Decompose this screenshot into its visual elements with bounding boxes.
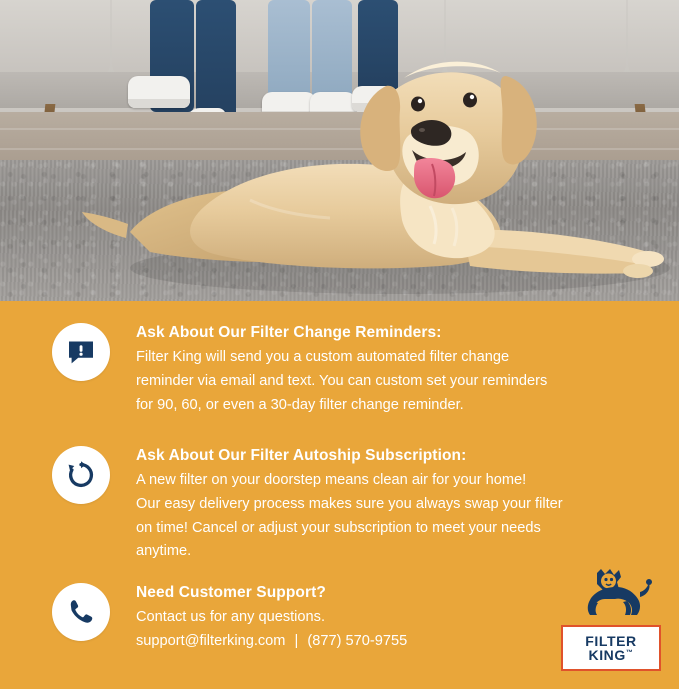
logo-wordmark-box xyxy=(561,625,661,671)
support-email-link[interactable]: support@filterking.com xyxy=(136,633,286,650)
block-text xyxy=(136,446,563,564)
info-panel xyxy=(0,301,679,689)
block-autoship-subscription xyxy=(52,446,572,564)
chat-alert-icon xyxy=(52,323,110,381)
refresh-cycle-icon xyxy=(52,446,110,504)
support-phone-link[interactable]: (877) 570-9755 xyxy=(307,633,408,650)
block-line: A new filter on your doorstep means clean air for your home! xyxy=(136,472,527,489)
block-line: on time! Cancel or adjust your subscription to meet your needs xyxy=(136,519,541,536)
block-filter-change-reminders xyxy=(52,323,572,417)
block-line: for 90, 60, or even a 30-day filter change reminder. xyxy=(136,396,464,413)
block-title: Ask About Our Filter Change Reminders: xyxy=(136,324,442,341)
block-title: Need Customer Support? xyxy=(136,584,326,601)
golden-retriever-dog-icon xyxy=(0,0,679,301)
logo-line-2-text: KING xyxy=(588,647,626,664)
contact-separator: | xyxy=(294,633,299,650)
block-customer-support xyxy=(52,583,472,654)
block-text xyxy=(136,583,407,654)
block-line: Our easy delivery process makes sure you always swap your filter xyxy=(136,496,563,513)
logo-line-2 xyxy=(567,648,655,663)
block-line: Filter King will send you a custom automated filter change xyxy=(136,349,510,366)
filter-king-logo[interactable] xyxy=(561,567,661,671)
block-line: reminder via email and text. You can custom set your reminders xyxy=(136,373,548,390)
block-line: anytime. xyxy=(136,543,192,560)
hero-photo xyxy=(0,0,679,301)
block-text xyxy=(136,323,547,417)
block-line: Contact us for any questions. xyxy=(136,609,326,626)
lion-mascot-icon xyxy=(561,567,661,623)
contact-line xyxy=(136,630,407,654)
phone-icon xyxy=(52,583,110,641)
logo-trademark: ™ xyxy=(625,649,634,657)
block-title: Ask About Our Filter Autoship Subscription: xyxy=(136,447,467,464)
logo-line-1: FILTER xyxy=(585,633,637,650)
